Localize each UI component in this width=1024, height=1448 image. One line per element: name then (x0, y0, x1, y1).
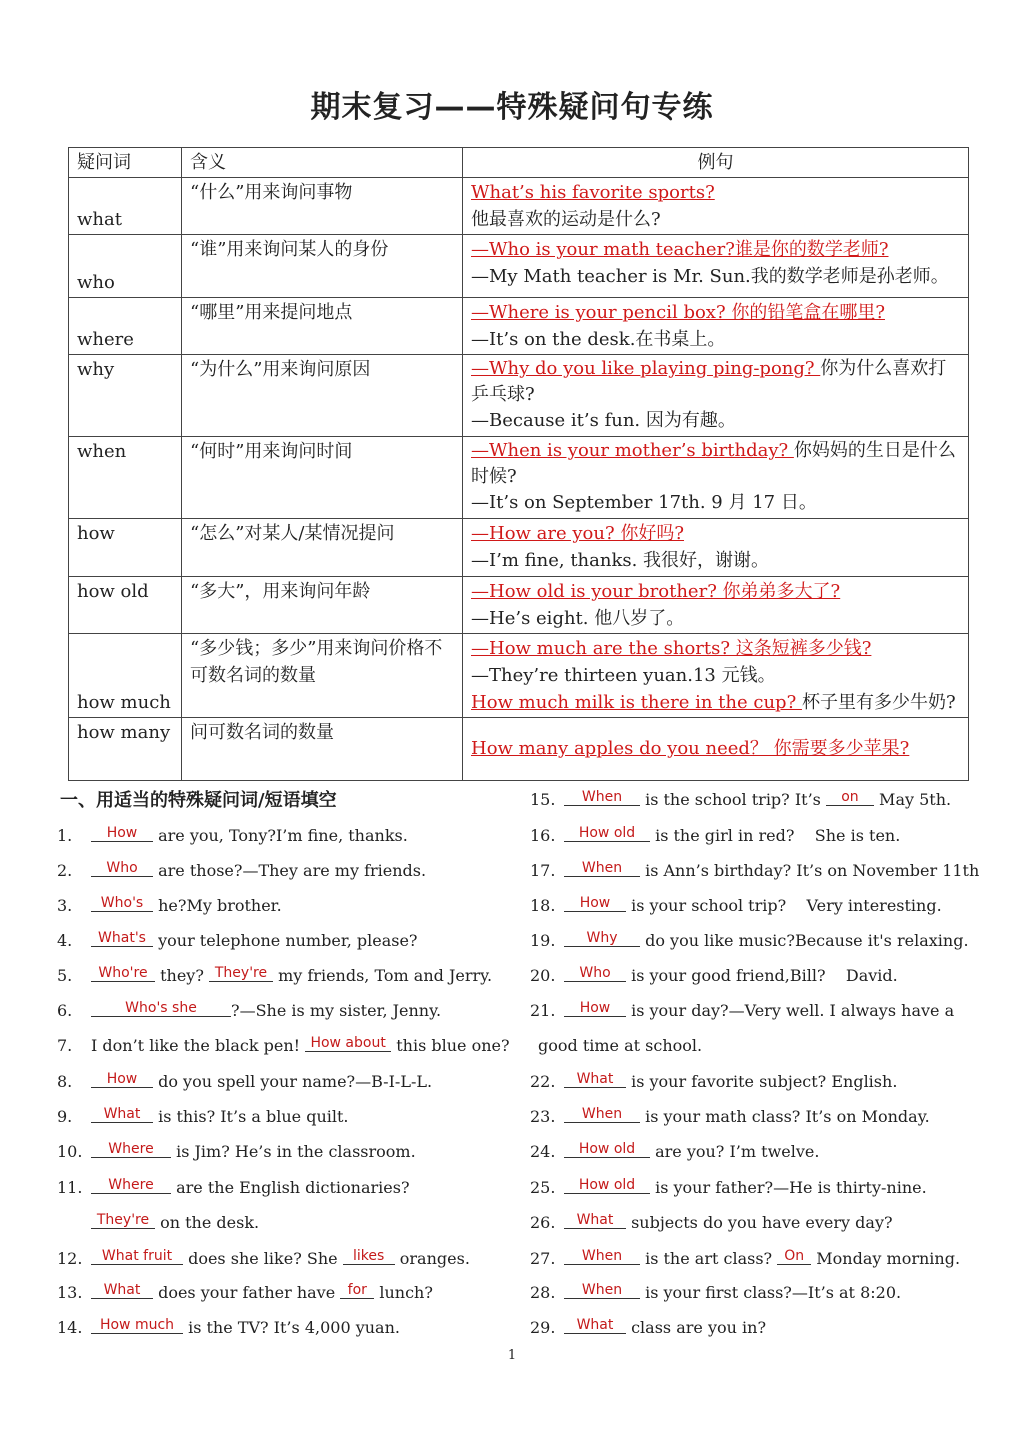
meaning: 问可数名词的数量 (182, 718, 463, 781)
example-question: —Where is your pencil box? 你的铅笔盒在哪里? (471, 302, 885, 323)
question-text: is Jim? He’s in the classroom. (171, 1142, 416, 1161)
answer-blank[interactable]: Who're (91, 965, 155, 982)
question-text: is the art class? (640, 1249, 778, 1268)
answer-blank[interactable]: for (340, 1282, 374, 1299)
example-line (471, 689, 960, 716)
example-question: —Who is your math teacher?谁是你的数学老师? (471, 239, 889, 260)
question-item (57, 1318, 400, 1338)
meaning: “何时”用来询问时间 (182, 437, 463, 519)
example-line (471, 263, 960, 290)
example (463, 355, 969, 437)
answer-blank[interactable]: They're (91, 1212, 155, 1229)
example-text: —I’m fine, thanks. 我很好，谢谢。 (471, 550, 770, 571)
question-text: oranges. (394, 1249, 470, 1268)
answer-blank[interactable]: What's (91, 930, 153, 947)
example-text: 他最喜欢的运动是什么? (471, 209, 661, 230)
question-text: they? (155, 966, 209, 985)
example-text: 你为什么喜欢打乒乓球? (471, 358, 947, 405)
answer-blank[interactable]: They're (209, 965, 273, 982)
question-number: 20. (530, 966, 556, 985)
example (463, 519, 969, 577)
question-item (530, 1178, 927, 1198)
answer-blank[interactable]: How (91, 825, 153, 842)
question-number: 28. (530, 1283, 556, 1302)
question-text: do you spell your name?—B-I-L-L. (153, 1072, 433, 1091)
example-line (471, 578, 960, 605)
question-item (57, 826, 408, 846)
question-number: 25. (530, 1178, 556, 1197)
meaning: “谁”用来询问某人的身份 (182, 235, 463, 298)
question-word: why (69, 355, 182, 437)
question-item (530, 826, 900, 846)
example-line (471, 635, 960, 662)
question-text: is this? It’s a blue quilt. (153, 1107, 349, 1126)
question-item (530, 1001, 954, 1021)
table-row (69, 355, 969, 437)
question-item (57, 1283, 433, 1303)
example-line (471, 490, 960, 516)
question-word: where (69, 298, 182, 355)
example-question: How many apples do you need？ 你需要多少苹果? (471, 738, 910, 759)
example-line (471, 326, 960, 353)
question-number: 29. (530, 1318, 556, 1337)
question-item (57, 1178, 410, 1198)
example-line (471, 605, 960, 632)
question-item (530, 1213, 893, 1233)
question-number: 23. (530, 1107, 556, 1126)
example-text: —It’s on the desk.在书桌上。 (471, 329, 726, 350)
answer-blank[interactable]: When (564, 1248, 640, 1265)
question-item (530, 790, 951, 810)
example-line (471, 206, 960, 233)
answer-blank[interactable]: What fruit (91, 1248, 183, 1265)
example-text: —He’s eight. 他八岁了。 (471, 608, 685, 629)
answer-blank[interactable]: How (564, 1000, 626, 1017)
question-text: I don’t like the black pen! (91, 1036, 306, 1055)
meaning: “什么”用来询问事物 (182, 178, 463, 235)
answer-blank[interactable]: What (91, 1282, 153, 1299)
answer-blank[interactable]: How old (564, 1141, 650, 1158)
question-item (530, 966, 898, 986)
question-number: 19. (530, 931, 556, 950)
example-line (471, 299, 960, 326)
question-word: how old (69, 577, 182, 634)
question-item (530, 931, 969, 951)
question-item (57, 931, 418, 951)
example (463, 298, 969, 355)
question-item (57, 1072, 432, 1092)
answer-blank[interactable]: What (564, 1071, 626, 1088)
answer-blank[interactable]: What (91, 1106, 153, 1123)
answer-blank[interactable]: Where (91, 1177, 171, 1194)
section-title: 一、用适当的特殊疑问词/短语填空 (60, 790, 337, 811)
question-text: are you, Tony?I’m fine, thanks. (153, 826, 408, 845)
table-row (69, 437, 969, 519)
question-item (530, 861, 979, 881)
example-line (471, 236, 960, 263)
question-item (530, 1318, 766, 1338)
example-question: —Why do you like playing ping-pong? (471, 358, 821, 379)
question-text: is Ann’s birthday? It’s on November 11th (640, 861, 980, 880)
answer-blank[interactable]: What (564, 1317, 626, 1334)
question-item (530, 1072, 897, 1092)
example-line (471, 662, 960, 689)
answer-blank[interactable]: How old (564, 825, 650, 842)
question-text: are the English dictionaries? (171, 1178, 410, 1197)
question-word: how (69, 519, 182, 577)
question-item (57, 966, 492, 986)
question-text: is your good friend,Bill? David. (626, 966, 898, 985)
question-number: 8. (57, 1072, 73, 1091)
question-number: 10. (57, 1142, 83, 1161)
table-header-row (69, 148, 969, 178)
question-number: 18. (530, 896, 556, 915)
question-word: when (69, 437, 182, 519)
table-row (69, 519, 969, 577)
question-word: who (69, 235, 182, 298)
question-text: are you? I’m twelve. (650, 1142, 820, 1161)
question-number: 14. (57, 1318, 83, 1337)
question-text: is the school trip? It’s (640, 790, 826, 809)
question-text: my friends, Tom and Jerry. (273, 966, 493, 985)
question-text: do you like music?Because it's relaxing. (640, 931, 969, 950)
question-word: how many (69, 718, 182, 781)
meaning: “多大”，用来询问年龄 (182, 577, 463, 634)
question-number: 3. (57, 896, 73, 915)
question-number: 1. (57, 826, 73, 845)
question-number: 22. (530, 1072, 556, 1091)
question-number: 11. (57, 1178, 83, 1197)
question-number: 6. (57, 1001, 73, 1020)
example-line (471, 438, 960, 490)
question-text: is the TV? It’s 4,000 yuan. (183, 1318, 400, 1337)
question-text: ?—She is my sister, Jenny. (231, 1001, 442, 1020)
answer-blank[interactable]: When (564, 789, 640, 806)
example-line (471, 547, 960, 574)
question-text: is your school trip? Very interesting. (626, 896, 942, 915)
example-text: —Because it’s fun. 因为有趣。 (471, 410, 736, 431)
question-item (57, 861, 426, 881)
example-question: —How old is your brother? 你弟弟多大了? (471, 581, 841, 602)
example (463, 235, 969, 298)
meaning: “多少钱；多少”用来询问价格不可数名词的数量 (182, 634, 463, 718)
question-text: is your day?—Very well. I always have a (626, 1001, 955, 1020)
example (463, 577, 969, 634)
answer-blank[interactable]: On (777, 1248, 811, 1265)
example-line (471, 735, 960, 762)
question-item (57, 1142, 416, 1162)
example-text: 你妈妈的生日是什么时候? (471, 440, 956, 487)
example-line (471, 719, 960, 735)
question-text: is your math class? It’s on Monday. (640, 1107, 930, 1126)
table-row (69, 178, 969, 235)
answer-blank[interactable]: Who (564, 965, 626, 982)
question-text: is your favorite subject? English. (626, 1072, 898, 1091)
answer-blank[interactable]: on (826, 789, 874, 806)
answer-blank[interactable]: Who's (91, 895, 153, 912)
example-line (471, 179, 960, 206)
header-example: 例句 (463, 148, 969, 178)
example (463, 718, 969, 781)
question-number: 24. (530, 1142, 556, 1161)
table-row (69, 235, 969, 298)
meaning: “为什么”用来询问原因 (182, 355, 463, 437)
question-number: 4. (57, 931, 73, 950)
question-item (57, 896, 282, 916)
question-item (57, 1107, 349, 1127)
question-item (530, 1142, 819, 1162)
question-number: 12. (57, 1249, 83, 1268)
question-number: 16. (530, 826, 556, 845)
question-item (530, 1283, 901, 1303)
page-title: 期末复习——特殊疑问句专练 (310, 90, 714, 125)
question-item (57, 1213, 259, 1233)
question-number: 2. (57, 861, 73, 880)
question-text: Monday morning. (811, 1249, 961, 1268)
answer-blank[interactable]: Why (564, 930, 640, 947)
answer-blank[interactable]: How about (305, 1035, 391, 1052)
question-number: 15. (530, 790, 556, 809)
question-item (530, 896, 942, 916)
question-text: this blue one? (391, 1036, 510, 1055)
question-text: is your father?—He is thirty-nine. (650, 1178, 927, 1197)
example-line (471, 520, 960, 547)
answer-blank[interactable]: When (564, 860, 640, 877)
question-number: 13. (57, 1283, 83, 1302)
question-number: 9. (57, 1107, 73, 1126)
question-text: class are you in? (626, 1318, 767, 1337)
question-text: does your father have (153, 1283, 341, 1302)
question-item (530, 1249, 960, 1269)
header-word: 疑问词 (69, 148, 182, 178)
answer-blank[interactable]: Who (91, 860, 153, 877)
question-word: what (69, 178, 182, 235)
answer-blank[interactable]: When (564, 1282, 640, 1299)
example-question: —How much are the shorts? 这条短裤多少钱? (471, 638, 872, 659)
question-text: subjects do you have every day? (626, 1213, 893, 1232)
question-item (57, 1001, 441, 1021)
answer-blank[interactable]: When (564, 1106, 640, 1123)
question-item (530, 1107, 930, 1127)
example-text: —My Math teacher is Mr. Sun.我的数学老师是孙老师。 (471, 266, 949, 287)
question-text: is your first class?—It’s at 8:20. (640, 1283, 902, 1302)
answer-blank[interactable]: How (564, 895, 626, 912)
question-number: 21. (530, 1001, 556, 1020)
question-item (57, 1249, 470, 1269)
answer-blank[interactable]: How (91, 1071, 153, 1088)
answer-blank[interactable]: Where (91, 1141, 171, 1158)
question-item (57, 1036, 510, 1056)
question-number: 7. (57, 1036, 73, 1055)
example (463, 178, 969, 235)
table-row (69, 718, 969, 781)
answer-blank[interactable]: How old (564, 1177, 650, 1194)
answer-blank[interactable]: Who's she (91, 1000, 231, 1017)
question-number: 26. (530, 1213, 556, 1232)
example (463, 634, 969, 718)
meaning: “怎么”对某人/某情况提问 (182, 519, 463, 577)
question-text: your telephone number, please? (153, 931, 418, 950)
example-question: —When is your mother’s birthday? (471, 440, 794, 461)
question-word-table (68, 147, 969, 781)
question-number: 17. (530, 861, 556, 880)
example-line (471, 408, 960, 434)
question-text: is the girl in red? She is ten. (650, 826, 901, 845)
example-question: How much milk is there in the cup? (471, 692, 802, 713)
question-text: on the desk. (155, 1213, 260, 1232)
table-row (69, 577, 969, 634)
example-text: 杯子里有多少牛奶? (801, 692, 956, 713)
example (463, 437, 969, 519)
example-text: —It’s on September 17th. 9 月 17 日。 (471, 492, 817, 513)
question-number: 27. (530, 1249, 556, 1268)
question-text: he?My brother. (153, 896, 282, 915)
example-question: What’s his favorite sports? (471, 182, 715, 203)
question-text: May 5th. (873, 790, 952, 809)
question-number: 5. (57, 966, 73, 985)
answer-blank[interactable]: How much (91, 1317, 183, 1334)
answer-blank[interactable]: likes (343, 1248, 395, 1265)
answer-blank[interactable]: What (564, 1212, 626, 1229)
example-text: —They’re thirteen yuan.13 元钱。 (471, 665, 776, 686)
question-text: are those?—They are my friends. (153, 861, 427, 880)
table-row (69, 298, 969, 355)
table-row (69, 634, 969, 718)
meaning: “哪里”用来提问地点 (182, 298, 463, 355)
example-question: —How are you? 你好吗? (471, 523, 684, 544)
question-text: does she like? She (183, 1249, 343, 1268)
question-text: lunch? (374, 1283, 433, 1302)
question-item (530, 1036, 702, 1056)
header-meaning: 含义 (182, 148, 463, 178)
page-number: 1 (507, 1348, 517, 1363)
example-line (471, 356, 960, 408)
question-text: good time at school. (538, 1036, 703, 1055)
question-word: how much (69, 634, 182, 718)
